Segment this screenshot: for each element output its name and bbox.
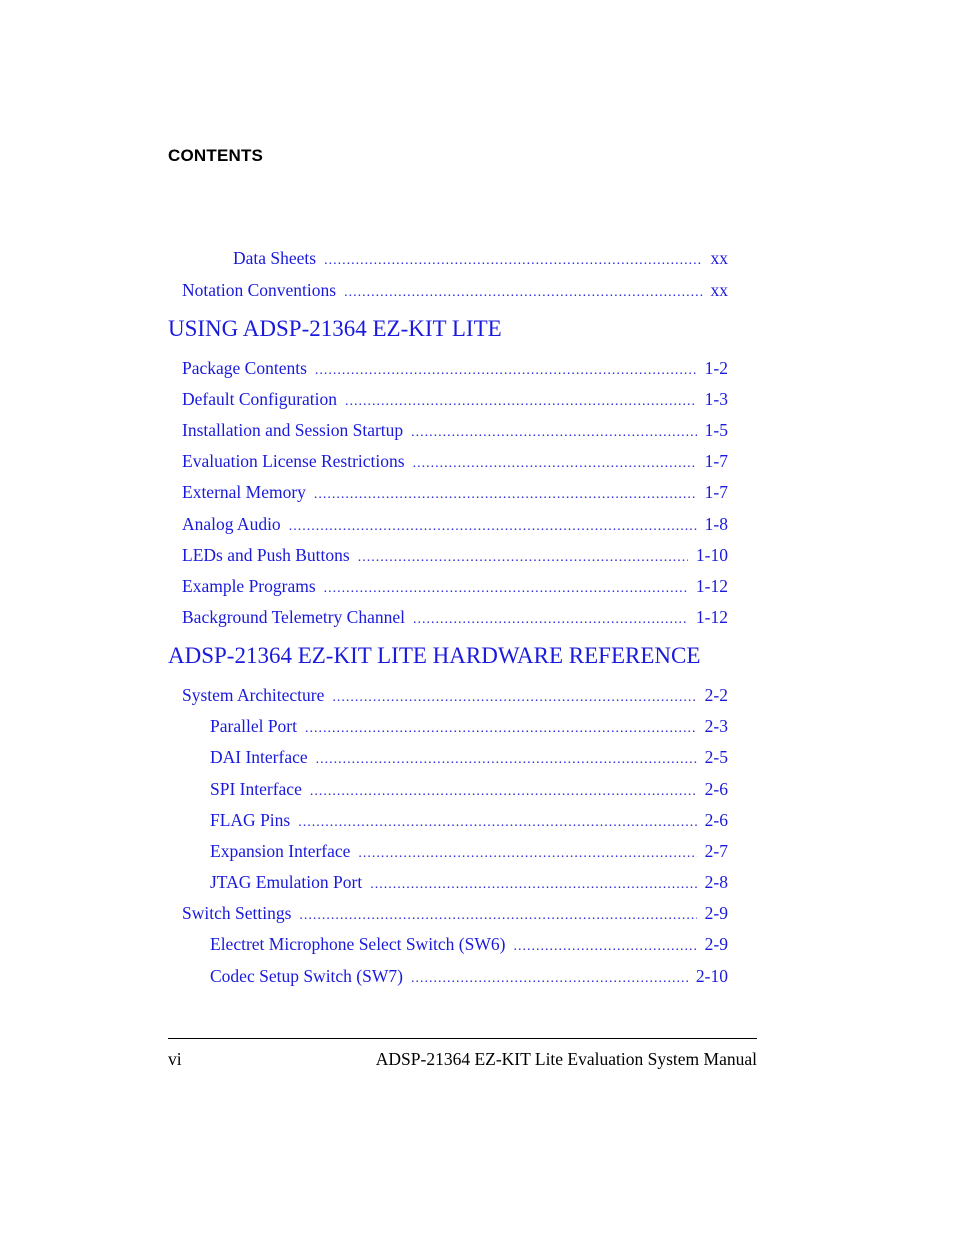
- toc-entry-system-architecture[interactable]: [182, 684, 728, 706]
- dot-leader: [370, 874, 696, 896]
- toc-entry-page: 2-2: [704, 685, 728, 705]
- toc-entry-page: xx: [710, 248, 728, 268]
- toc-entry-label: Background Telemetry Channel: [182, 607, 405, 627]
- toc-entry-default-configuration[interactable]: [182, 388, 728, 410]
- toc-entry-label: LEDs and Push Buttons: [182, 545, 350, 565]
- toc-entry-label: Switch Settings: [182, 903, 292, 923]
- toc-entry-page: 1-3: [704, 389, 728, 409]
- toc-entry-label: External Memory: [182, 482, 306, 502]
- toc-entry-page: 1-12: [695, 607, 728, 627]
- toc-entry-page: 2-6: [704, 779, 728, 799]
- dot-leader: [299, 905, 696, 927]
- dot-leader: [344, 282, 702, 304]
- toc-entry-spi-interface[interactable]: [210, 778, 728, 800]
- toc-entry-installation[interactable]: [182, 419, 728, 441]
- dot-leader: [413, 609, 688, 631]
- dot-leader: [513, 936, 696, 958]
- dot-leader: [315, 360, 697, 382]
- toc-entry-label: Electret Microphone Select Switch (SW6): [210, 934, 506, 954]
- dot-leader: [411, 422, 697, 444]
- toc-entry-page: 2-9: [704, 934, 728, 954]
- dot-leader: [358, 547, 688, 569]
- chapter-2-title[interactable]: ADSP-21364 EZ-KIT LITE HARDWARE REFERENCE: [168, 643, 701, 668]
- toc-entry-page: 1-7: [704, 451, 728, 471]
- toc-entry-page: 2-7: [704, 841, 728, 861]
- dot-leader: [345, 391, 697, 413]
- toc-entry-electret-microphone-switch[interactable]: [210, 933, 728, 955]
- toc-entry-label: Evaluation License Restrictions: [182, 451, 405, 471]
- toc-entry-page: 2-9: [704, 903, 728, 923]
- toc-entry-page: 1-2: [704, 358, 728, 378]
- toc-entry-label: System Architecture: [182, 685, 325, 705]
- toc-entry-data-sheets[interactable]: [233, 247, 728, 269]
- toc-entry-label: SPI Interface: [210, 779, 302, 799]
- dot-leader: [358, 843, 696, 865]
- toc-entry-page: xx: [710, 280, 728, 300]
- toc-entry-page: 1-10: [695, 545, 728, 565]
- toc-entry-evaluation-license[interactable]: [182, 450, 728, 472]
- dot-leader: [314, 484, 697, 506]
- dot-leader: [324, 250, 702, 272]
- toc-entry-label: Package Contents: [182, 358, 307, 378]
- toc-entry-label: JTAG Emulation Port: [210, 872, 363, 892]
- dot-leader: [324, 578, 688, 600]
- dot-leader: [316, 749, 697, 771]
- toc-entry-parallel-port[interactable]: [210, 715, 728, 737]
- dot-leader: [411, 968, 688, 990]
- toc-entry-jtag-emulation-port[interactable]: [210, 871, 728, 893]
- dot-leader: [289, 516, 697, 538]
- toc-entry-label: Example Programs: [182, 576, 316, 596]
- toc-entry-example-programs[interactable]: [182, 575, 728, 597]
- toc-entry-label: Data Sheets: [233, 248, 317, 268]
- toc-entry-analog-audio[interactable]: [182, 513, 728, 535]
- chapter-1-title[interactable]: USING ADSP-21364 EZ-KIT LITE: [168, 316, 502, 341]
- toc-entry-dai-interface[interactable]: [210, 746, 728, 768]
- toc-entry-page: 1-12: [695, 576, 728, 596]
- toc-entry-label: FLAG Pins: [210, 810, 291, 830]
- toc-entry-label: Codec Setup Switch (SW7): [210, 966, 403, 986]
- toc-entry-page: 1-5: [704, 420, 728, 440]
- dot-leader: [305, 718, 697, 740]
- toc-entry-label: Parallel Port: [210, 716, 297, 736]
- footer-rule: [168, 1038, 757, 1039]
- toc-entry-notation-conventions[interactable]: [182, 279, 728, 301]
- dot-leader: [298, 812, 696, 834]
- toc-entry-page: 1-8: [704, 514, 728, 534]
- toc-entry-page: 2-6: [704, 810, 728, 830]
- toc-entry-page: 1-7: [704, 482, 728, 502]
- toc-entry-label: Notation Conventions: [182, 280, 337, 300]
- toc-entry-label: Default Configuration: [182, 389, 338, 409]
- toc-entry-leds-push-buttons[interactable]: [182, 544, 728, 566]
- dot-leader: [310, 781, 697, 803]
- toc-entry-package-contents[interactable]: [182, 357, 728, 379]
- toc-entry-label: Expansion Interface: [210, 841, 351, 861]
- toc-entry-expansion-interface[interactable]: [210, 840, 728, 862]
- toc-entry-external-memory[interactable]: [182, 481, 728, 503]
- toc-entry-flag-pins[interactable]: [210, 809, 728, 831]
- toc-entry-background-telemetry[interactable]: [182, 606, 728, 628]
- toc-entry-page: 2-5: [704, 747, 728, 767]
- toc-entry-codec-setup-switch[interactable]: [210, 965, 728, 987]
- footer-page-number: vi: [168, 1049, 182, 1069]
- toc-entry-page: 2-10: [695, 966, 728, 986]
- toc-entry-label: DAI Interface: [210, 747, 308, 767]
- dot-leader: [413, 453, 697, 475]
- dot-leader: [332, 687, 696, 709]
- footer-manual-title: ADSP-21364 EZ-KIT Lite Evaluation System Manual: [375, 1049, 757, 1069]
- toc-entry-label: Installation and Session Startup: [182, 420, 404, 440]
- toc-entry-switch-settings[interactable]: [182, 902, 728, 924]
- toc-entry-label: Analog Audio: [182, 514, 281, 534]
- toc-entry-page: 2-8: [704, 872, 728, 892]
- running-head: CONTENTS: [168, 146, 264, 165]
- toc-entry-page: 2-3: [704, 716, 728, 736]
